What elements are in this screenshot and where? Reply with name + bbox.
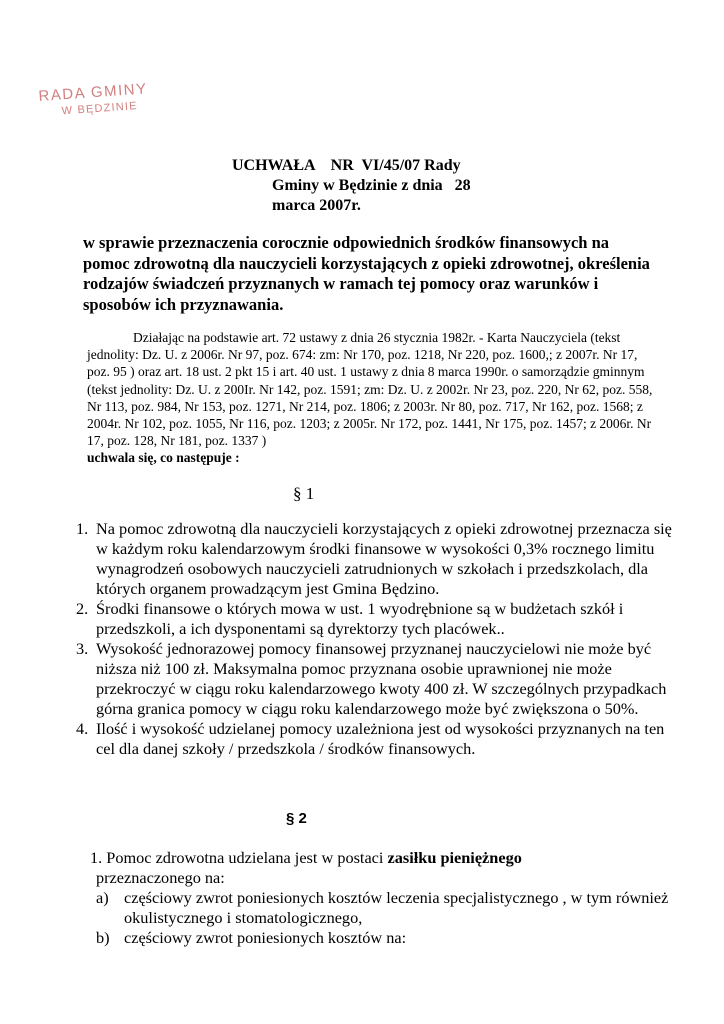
stamp-line-1: RADA GMINY — [38, 80, 149, 105]
stamp-line-2: W BĘDZINIE — [61, 100, 139, 118]
item-text: Środki finansowe o których mowa w ust. 1 wyodrębnione są w budżetach szkół i przedszkoli, a ich dysponentami są dyrektorzy tych placówek.. — [96, 599, 624, 638]
item-number: 4. — [76, 719, 89, 738]
item-1-bold: zasiłku pieniężnego — [387, 848, 522, 867]
section-2-heading: § 2 — [286, 810, 307, 827]
section-1-heading: § 1 — [293, 484, 315, 503]
sub-item-label: b) — [96, 928, 110, 947]
sub-item — [96, 928, 680, 948]
section-1-list — [76, 519, 676, 759]
sub-item — [96, 888, 680, 928]
list-item — [76, 519, 676, 599]
title-line-3: marca 2007r. — [272, 197, 361, 214]
item-text: Wysokość jednorazowej pomocy finansowej przyznanej nauczycielowi nie może być niższa niż 100 zł. Maksymalna pomoc przyznana osobie uprawnionej nie może przekroczyć w ciągu roku kalendarzowego kwoty 400 zł. W szczególnych przypadkach górna granica pomocy w ciągu roku kalendarzowego może być zwiększona o 50%. — [96, 639, 667, 718]
list-item — [76, 719, 676, 759]
item-number: 1. — [76, 519, 89, 538]
legal-basis-preamble — [87, 329, 662, 467]
list-item — [76, 599, 676, 639]
item-1-continuation: przeznaczonego na: — [96, 868, 225, 887]
preamble-text: Działając na podstawie art. 72 ustawy z dnia 26 stycznia 1982r. - Karta Nauczyciela (tekst jednolity: Dz. U. z 2006r. Nr 97, poz. 674: zm: Nr 170, poz. 1218, Nr 220, poz. 1600,; z 2007r. Nr 17, poz. 95 ) oraz art. 18 ust. 2 pkt 15 i art. 40 ust. 1 ustawy z dnia 8 marca 1990r. o samorządzie gminnym (tekst jednolity: Dz. U. z 200Ir. Nr 142, poz. 1591; zm: Dz. U. z 2002r. Nr 23, poz. 220, Nr 62, poz. 558, Nr 113, poz. 984, Nr 153, poz. 1271, Nr 214, poz. 1806; z 2003r. Nr 80, poz. 717, Nr 162, poz. 1568; z 2004r. Nr 102, poz. 1055, Nr 116, poz. 1203; z 2005r. Nr 172, poz. 1441, Nr 175, poz. 1457; z 2006r. Nr 17, poz. 128, Nr 181, poz. 1337 ) — [87, 330, 653, 449]
section-2-item-1 — [90, 848, 680, 868]
resolution-subject: w sprawie przeznaczenia corocznie odpowiednich środków finansowych na pomoc zdrowotną dla nauczycieli korzystających z opieki zdrowotnej, określenia rodzajów świadczeń przyznanych w ramach tej pomocy oraz warunków i sposobów ich przyznawania. — [83, 233, 650, 314]
preamble-closing: uchwala się, co następuje : — [87, 450, 240, 466]
item-number: 2. — [76, 599, 89, 618]
sub-item-text: częściowy zwrot poniesionych kosztów leczenia specjalistycznego , w tym również okulistycznego i stomatologicznego, — [124, 888, 669, 927]
item-number: 3. — [76, 639, 89, 658]
item-text: Na pomoc zdrowotną dla nauczycieli korzystających z opieki zdrowotnej przeznacza się w każdym roku kalendarzowym środki finansowe w wysokości 0,3% rocznego limitu wynagrodzeń osobowych nauczycieli zatrudnionych w szkołach i przedszkolach, dla których organem prowadzącym jest Gmina Będzino. — [96, 519, 672, 598]
item-1-prefix: 1. Pomoc zdrowotna udzielana jest w postaci — [90, 848, 384, 867]
council-stamp — [38, 78, 181, 132]
sub-item-text: częściowy zwrot poniesionych kosztów na: — [124, 928, 407, 947]
item-text: Ilość i wysokość udzielanej pomocy uzależniona jest od wysokości przyznanych na ten cel dla danej szkoły / przedszkola / środków finansowych. — [96, 719, 665, 758]
sub-item-label: a) — [96, 888, 109, 907]
section-2-body — [90, 848, 680, 948]
title-line-1: UCHWAŁA NR VI/45/07 Rady — [232, 157, 461, 174]
list-item — [76, 639, 676, 719]
title-line-2: Gminy w Będzinie z dnia 28 — [272, 177, 471, 194]
resolution-title — [232, 156, 532, 216]
